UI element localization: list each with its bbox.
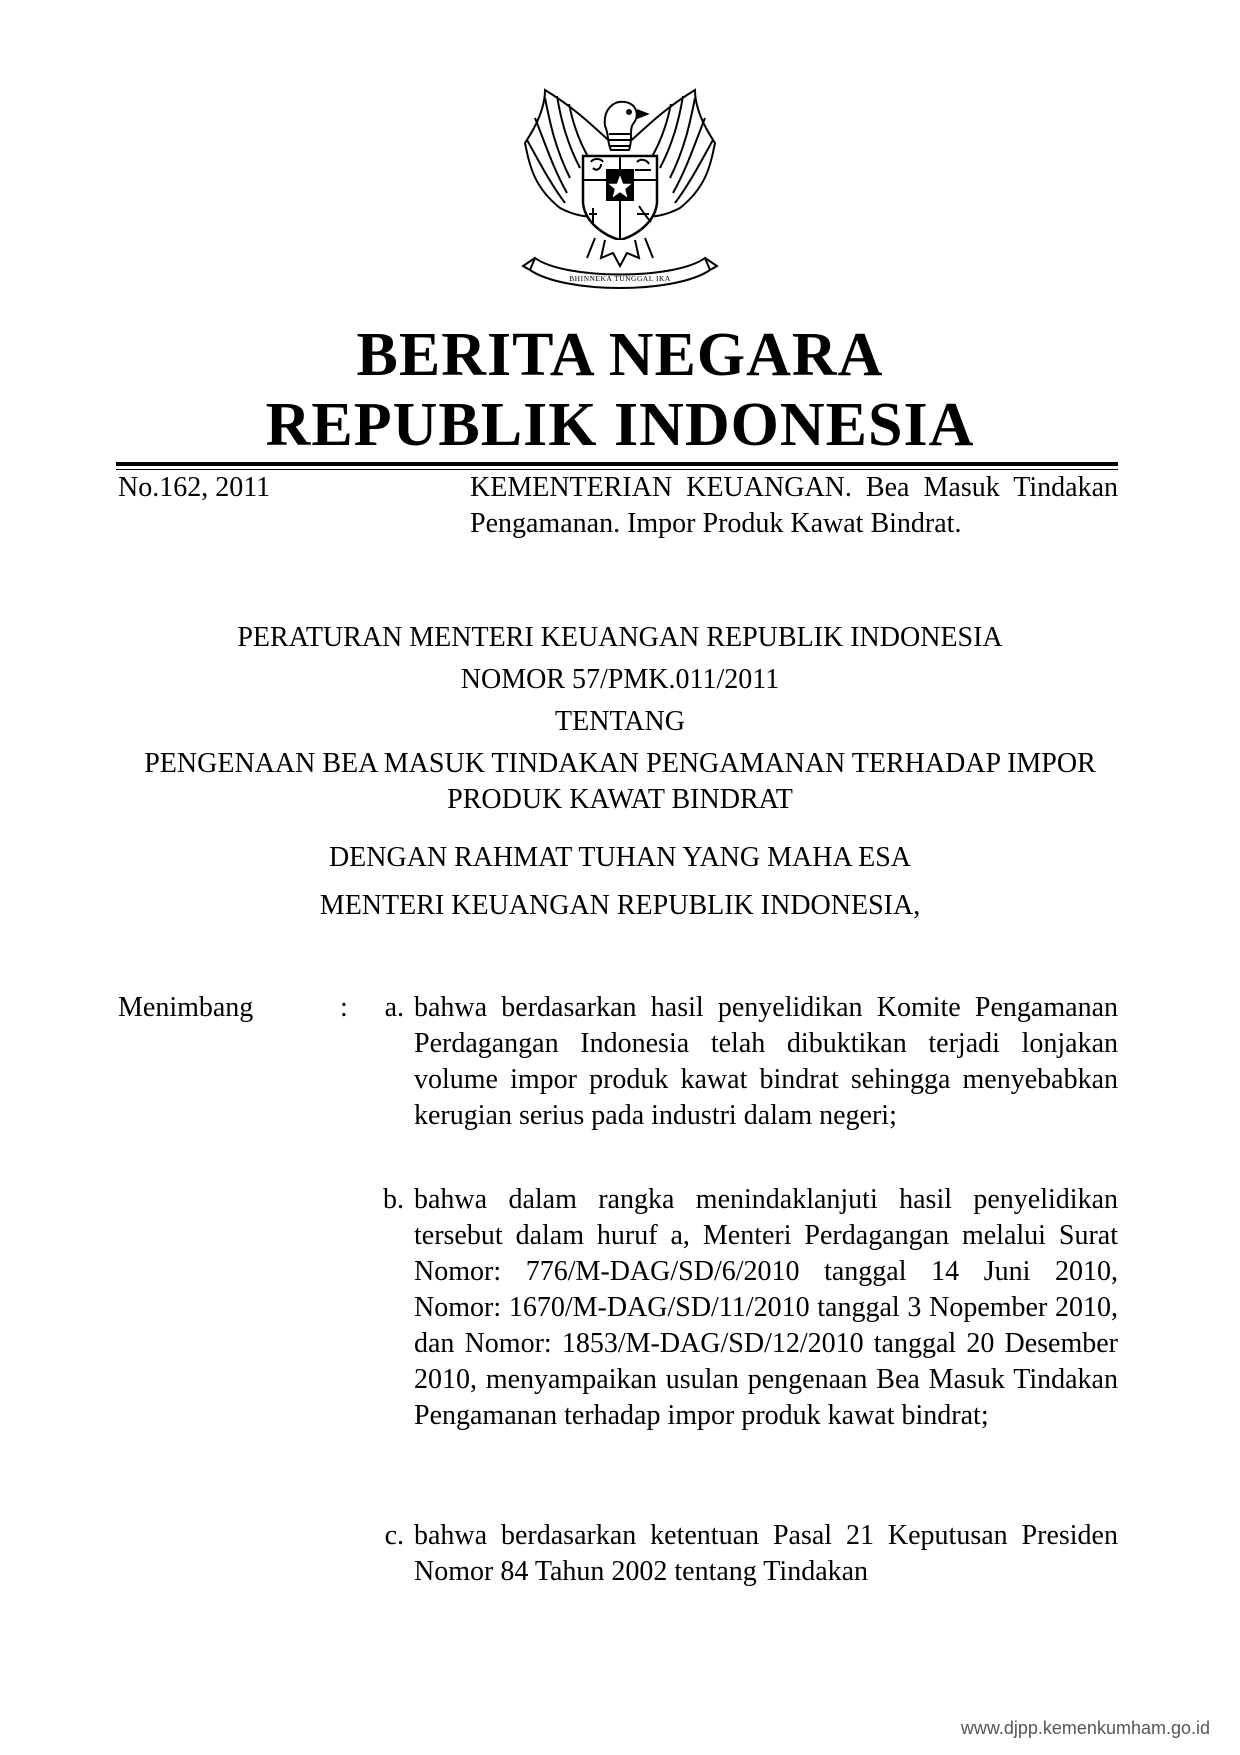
issue-number: No.162, 2011: [118, 472, 271, 503]
considering-item-c: bahwa berdasarkan ketentuan Pasal 21 Keputusan Presiden Nomor 84 Tahun 2002 tentang Tindakan: [414, 1520, 1118, 1587]
regulation-number: NOMOR 57/PMK.011/2011: [460, 664, 780, 695]
gazette-title-line1: BERITA NEGARA: [356, 321, 884, 389]
item-marker-c: c.: [384, 1520, 404, 1551]
item-marker-a: a.: [384, 992, 404, 1023]
item-marker-b: b.: [383, 1184, 404, 1215]
footer-source-url: www.djpp.kemenkumham.go.id: [960, 1718, 1210, 1738]
gazette-title-line2: REPUBLIK INDONESIA: [265, 391, 975, 459]
svg-text:BHINNEKA TUNGGAL IKA: BHINNEKA TUNGGAL IKA: [569, 274, 671, 283]
regulation-title: PERATURAN MENTERI KEUANGAN REPUBLIK INDONESIA: [237, 622, 1003, 653]
issue-subject: KEMENTERIAN KEUANGAN. Bea Masuk Tindakan Pengamanan. Impor Produk Kawat Bindrat.: [470, 472, 1118, 539]
regulation-invocation: DENGAN RAHMAT TUHAN YANG MAHA ESA: [328, 842, 912, 873]
regulation-issuer: MENTERI KEUANGAN REPUBLIK INDONESIA,: [319, 890, 921, 921]
regulation-subject: PENGENAAN BEA MASUK TINDAKAN PENGAMANAN TERHADAP IMPOR PRODUK KAWAT BINDRAT: [144, 748, 1096, 815]
garuda-emblem-icon: [505, 88, 735, 298]
considering-item-a: bahwa berdasarkan hasil penyelidikan Komite Pengamanan Perdagangan Indonesia telah dibuktikan terjadi lonjakan volume impor produk kawat bindrat sehingga menyebabkan kerugian serius pada industri dalam negeri;: [414, 992, 1118, 1131]
header-rule-thick: [116, 462, 1118, 466]
regulation-about: TENTANG: [555, 706, 685, 737]
considering-item-b: bahwa dalam rangka menindaklanjuti hasil penyelidikan tersebut dalam huruf a, Menteri Perdagangan melalui Surat Nomor: 776/M-DAG/SD/6/2010 tanggal 14 Juni 2010, Nomor: 1670/M-DAG/SD/11/2010 tanggal 3 Nopember 2010, dan Nomor: 1853/M-DAG/SD/12/2010 tanggal 20 Desember 2010, menyampaikan usulan pengenaan Bea Masuk Tindakan Pengamanan terhadap impor produk kawat bindrat;: [414, 1184, 1118, 1431]
considering-label: Menimbang: [118, 992, 254, 1023]
considering-colon: :: [340, 992, 348, 1023]
